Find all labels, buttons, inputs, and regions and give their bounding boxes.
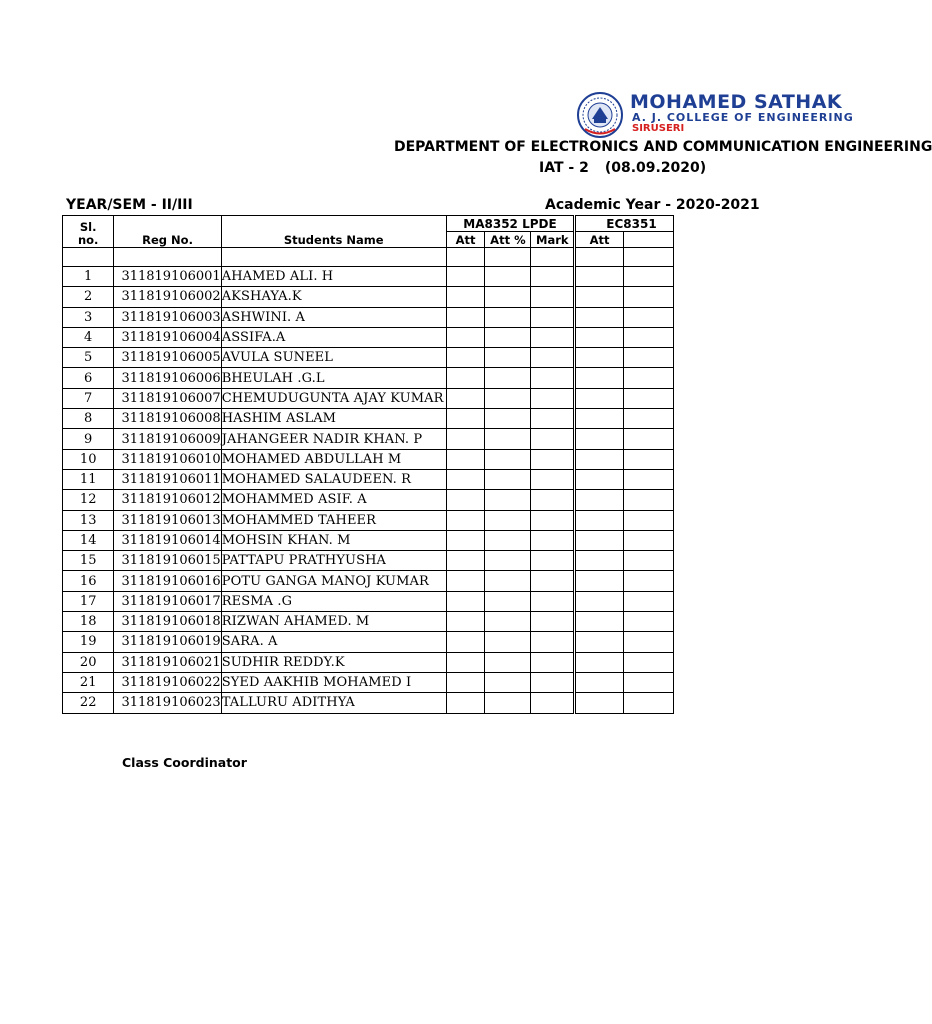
student-name-cell: MOHAMMED ASIF. A (221, 490, 446, 510)
sl-no-cell: 5 (63, 348, 114, 368)
institution-name: MOHAMED SATHAK (630, 91, 843, 113)
mark-cell (531, 551, 575, 571)
table-row (63, 632, 674, 652)
att-cell (575, 510, 624, 530)
sl-no-cell: 14 (63, 530, 114, 550)
student-name-cell: SUDHIR REDDY.K (221, 652, 446, 672)
sl-no-cell: 10 (63, 449, 114, 469)
reg-no-cell: 311819106017 (114, 591, 221, 611)
reg-no-cell: 311819106015 (114, 551, 221, 571)
sl-no-cell: 2 (63, 287, 114, 307)
sl-no-cell: 9 (63, 429, 114, 449)
blank-cell (623, 510, 673, 530)
subject-header: EC8351 (575, 216, 674, 232)
att-cell (575, 327, 624, 347)
att-cell (446, 348, 485, 368)
mark-cell (531, 571, 575, 591)
blank-cell (623, 672, 673, 692)
table-row (63, 287, 674, 307)
mark-cell (531, 693, 575, 713)
att-cell (575, 672, 624, 692)
att-cell (575, 287, 624, 307)
institution-subtitle: A. J. COLLEGE OF ENGINEERING (632, 111, 854, 124)
sl-no-cell: 17 (63, 591, 114, 611)
reg-no-cell: 311819106004 (114, 327, 221, 347)
att-percent-cell (485, 551, 531, 571)
class-coordinator-label: Class Coordinator (122, 755, 247, 770)
blank-cell (623, 388, 673, 408)
student-name-cell: MOHAMED SALAUDEEN. R (221, 469, 446, 489)
attendance-table (62, 215, 674, 714)
sl-no-cell: 19 (63, 632, 114, 652)
blank-cell (623, 693, 673, 713)
table-row (63, 368, 674, 388)
blank-cell (623, 368, 673, 388)
mark-cell (531, 327, 575, 347)
mark-cell (531, 388, 575, 408)
mark-cell (531, 672, 575, 692)
att-cell (446, 672, 485, 692)
att-cell (446, 612, 485, 632)
att-header: Att (446, 232, 485, 248)
table-row (63, 327, 674, 347)
att-cell (575, 612, 624, 632)
sl-no-cell: 20 (63, 652, 114, 672)
att-cell (575, 368, 624, 388)
table-row (63, 307, 674, 327)
mark-cell (531, 530, 575, 550)
exam-line (539, 160, 706, 176)
reg-no-cell: 311819106009 (114, 429, 221, 449)
col-slno-header: Sl. no. (63, 216, 114, 248)
att-cell (446, 368, 485, 388)
table-row (63, 348, 674, 368)
blank-cell (623, 530, 673, 550)
mark-cell (531, 307, 575, 327)
reg-no-cell: 311819106003 (114, 307, 221, 327)
att-percent-cell (485, 672, 531, 692)
sl-no-cell: 16 (63, 571, 114, 591)
att-percent-cell (485, 530, 531, 550)
blank-cell (623, 632, 673, 652)
reg-no-cell: 311819106007 (114, 388, 221, 408)
att-percent-cell (485, 287, 531, 307)
year-sem: YEAR/SEM - II/III (66, 197, 193, 213)
student-name-cell: JAHANGEER NADIR KHAN. P (221, 429, 446, 449)
sl-no-cell: 18 (63, 612, 114, 632)
student-rows (63, 248, 674, 714)
sl-no-cell: 12 (63, 490, 114, 510)
sl-no-cell: 22 (63, 693, 114, 713)
student-name-cell: SYED AAKHIB MOHAMED I (221, 672, 446, 692)
blank-cell (623, 307, 673, 327)
att-cell (446, 571, 485, 591)
table-row (63, 248, 674, 267)
att-percent-cell (485, 490, 531, 510)
reg-no-cell: 311819106012 (114, 490, 221, 510)
att-cell (575, 429, 624, 449)
att-cell (446, 510, 485, 530)
student-name-cell: PATTAPU PRATHYUSHA (221, 551, 446, 571)
att-cell (446, 267, 485, 287)
student-name-cell: RIZWAN AHAMED. M (221, 612, 446, 632)
blank-cell (623, 348, 673, 368)
table-row (63, 490, 674, 510)
table-row (63, 267, 674, 287)
att-cell (575, 551, 624, 571)
att-percent-header: Att % (485, 232, 531, 248)
table-row (63, 612, 674, 632)
att-cell (575, 693, 624, 713)
att-percent-cell (485, 409, 531, 429)
att-percent-cell (485, 267, 531, 287)
mark-cell (531, 510, 575, 530)
table-row (63, 429, 674, 449)
att-cell (446, 287, 485, 307)
blank-cell (623, 449, 673, 469)
att-cell (446, 469, 485, 489)
blank-cell (623, 267, 673, 287)
student-name-cell: RESMA .G (221, 591, 446, 611)
mark-cell (531, 368, 575, 388)
att-percent-cell (485, 388, 531, 408)
col-name-header: Students Name (221, 216, 446, 248)
att-percent-cell (485, 571, 531, 591)
att-cell (575, 409, 624, 429)
blank-cell (623, 327, 673, 347)
reg-no-cell: 311819106002 (114, 287, 221, 307)
student-name-cell: TALLURU ADITHYA (221, 693, 446, 713)
mark-cell (531, 449, 575, 469)
att-cell (575, 632, 624, 652)
att-percent-cell (485, 510, 531, 530)
att-cell (575, 469, 624, 489)
department-title: DEPARTMENT OF ELECTRONICS AND COMMUNICATION ENGINEERING (394, 139, 932, 155)
reg-no-cell: 311819106005 (114, 348, 221, 368)
att-percent-cell (485, 327, 531, 347)
student-name-cell: SARA. A (221, 632, 446, 652)
reg-no-cell: 311819106011 (114, 469, 221, 489)
reg-no-cell: 311819106008 (114, 409, 221, 429)
att-percent-cell (485, 307, 531, 327)
sl-no-cell: 13 (63, 510, 114, 530)
att-cell (575, 449, 624, 469)
att-cell (446, 530, 485, 550)
col-reg-header: Reg No. (114, 216, 221, 248)
reg-no-cell: 311819106014 (114, 530, 221, 550)
att-percent-cell (485, 469, 531, 489)
student-name-cell: MOHAMMED TAHEER (221, 510, 446, 530)
reg-no-cell: 311819106001 (114, 267, 221, 287)
table-row (63, 530, 674, 550)
att-cell (575, 388, 624, 408)
att-cell (575, 652, 624, 672)
blank-header (623, 232, 673, 248)
sl-no-cell: 21 (63, 672, 114, 692)
att-percent-cell (485, 632, 531, 652)
sl-no-cell: 3 (63, 307, 114, 327)
table-row (63, 388, 674, 408)
att-cell (575, 591, 624, 611)
blank-cell (623, 652, 673, 672)
mark-header: Mark (531, 232, 575, 248)
att-cell (446, 409, 485, 429)
att-percent-cell (485, 693, 531, 713)
att-cell (446, 307, 485, 327)
student-name-cell: ASHWINI. A (221, 307, 446, 327)
att-cell (446, 327, 485, 347)
reg-no-cell: 311819106006 (114, 368, 221, 388)
att-cell (446, 449, 485, 469)
reg-no-cell: 311819106019 (114, 632, 221, 652)
sl-no-cell: 11 (63, 469, 114, 489)
att-cell (446, 652, 485, 672)
blank-cell (623, 612, 673, 632)
mark-cell (531, 267, 575, 287)
institution-location: SIRUSERI (632, 123, 685, 134)
blank-cell (623, 469, 673, 489)
student-name-cell: MOHAMED ABDULLAH M (221, 449, 446, 469)
mark-cell (531, 591, 575, 611)
student-name-cell: CHEMUDUGUNTA AJAY KUMAR (221, 388, 446, 408)
table-row (63, 449, 674, 469)
att-percent-cell (485, 591, 531, 611)
sl-no-cell: 4 (63, 327, 114, 347)
att-percent-cell (485, 368, 531, 388)
student-name-cell: ASSIFA.A (221, 327, 446, 347)
blank-cell (623, 409, 673, 429)
mark-cell (531, 409, 575, 429)
exam-name: IAT - 2 (539, 160, 589, 176)
reg-no-cell: 311819106018 (114, 612, 221, 632)
student-name-cell: AVULA SUNEEL (221, 348, 446, 368)
att-cell (575, 571, 624, 591)
table-row (63, 672, 674, 692)
student-name-cell: POTU GANGA MANOJ KUMAR (221, 571, 446, 591)
blank-cell (623, 551, 673, 571)
att-cell (575, 348, 624, 368)
mark-cell (531, 490, 575, 510)
att-cell (446, 551, 485, 571)
att-cell (446, 591, 485, 611)
att-cell (575, 530, 624, 550)
reg-no-cell: 311819106016 (114, 571, 221, 591)
table-row (63, 409, 674, 429)
att-cell (446, 693, 485, 713)
att-cell (575, 267, 624, 287)
student-name-cell: AHAMED ALI. H (221, 267, 446, 287)
table-row (63, 469, 674, 489)
blank-cell (623, 591, 673, 611)
student-name-cell: MOHSIN KHAN. M (221, 530, 446, 550)
mark-cell (531, 469, 575, 489)
att-percent-cell (485, 612, 531, 632)
att-percent-cell (485, 429, 531, 449)
mark-cell (531, 287, 575, 307)
att-cell (575, 307, 624, 327)
sl-no-cell: 6 (63, 368, 114, 388)
blank-cell (623, 287, 673, 307)
att-cell (575, 490, 624, 510)
att-percent-cell (485, 348, 531, 368)
student-name-cell: AKSHAYA.K (221, 287, 446, 307)
table-row (63, 652, 674, 672)
att-percent-cell (485, 652, 531, 672)
sl-no-cell: 1 (63, 267, 114, 287)
table-row (63, 510, 674, 530)
college-emblem-icon (577, 92, 623, 138)
reg-no-cell: 311819106010 (114, 449, 221, 469)
exam-date: (08.09.2020) (604, 160, 707, 176)
mark-cell (531, 348, 575, 368)
att-header: Att (575, 232, 624, 248)
student-name-cell: BHEULAH .G.L (221, 368, 446, 388)
sl-no-cell: 7 (63, 388, 114, 408)
table-row (63, 571, 674, 591)
att-percent-cell (485, 449, 531, 469)
blank-cell (623, 429, 673, 449)
reg-no-cell: 311819106013 (114, 510, 221, 530)
att-cell (446, 490, 485, 510)
reg-no-cell: 311819106022 (114, 672, 221, 692)
subject-header: MA8352 LPDE (446, 216, 575, 232)
sl-no-cell: 8 (63, 409, 114, 429)
att-cell (446, 388, 485, 408)
blank-cell (623, 490, 673, 510)
mark-cell (531, 632, 575, 652)
mark-cell (531, 612, 575, 632)
student-name-cell: HASHIM ASLAM (221, 409, 446, 429)
table-row (63, 591, 674, 611)
reg-no-cell: 311819106023 (114, 693, 221, 713)
att-cell (446, 429, 485, 449)
mark-cell (531, 429, 575, 449)
table-row (63, 551, 674, 571)
table-row (63, 693, 674, 713)
sl-no-cell: 15 (63, 551, 114, 571)
att-cell (446, 632, 485, 652)
mark-cell (531, 652, 575, 672)
blank-cell (623, 571, 673, 591)
academic-year: Academic Year - 2020-2021 (545, 197, 760, 213)
reg-no-cell: 311819106021 (114, 652, 221, 672)
